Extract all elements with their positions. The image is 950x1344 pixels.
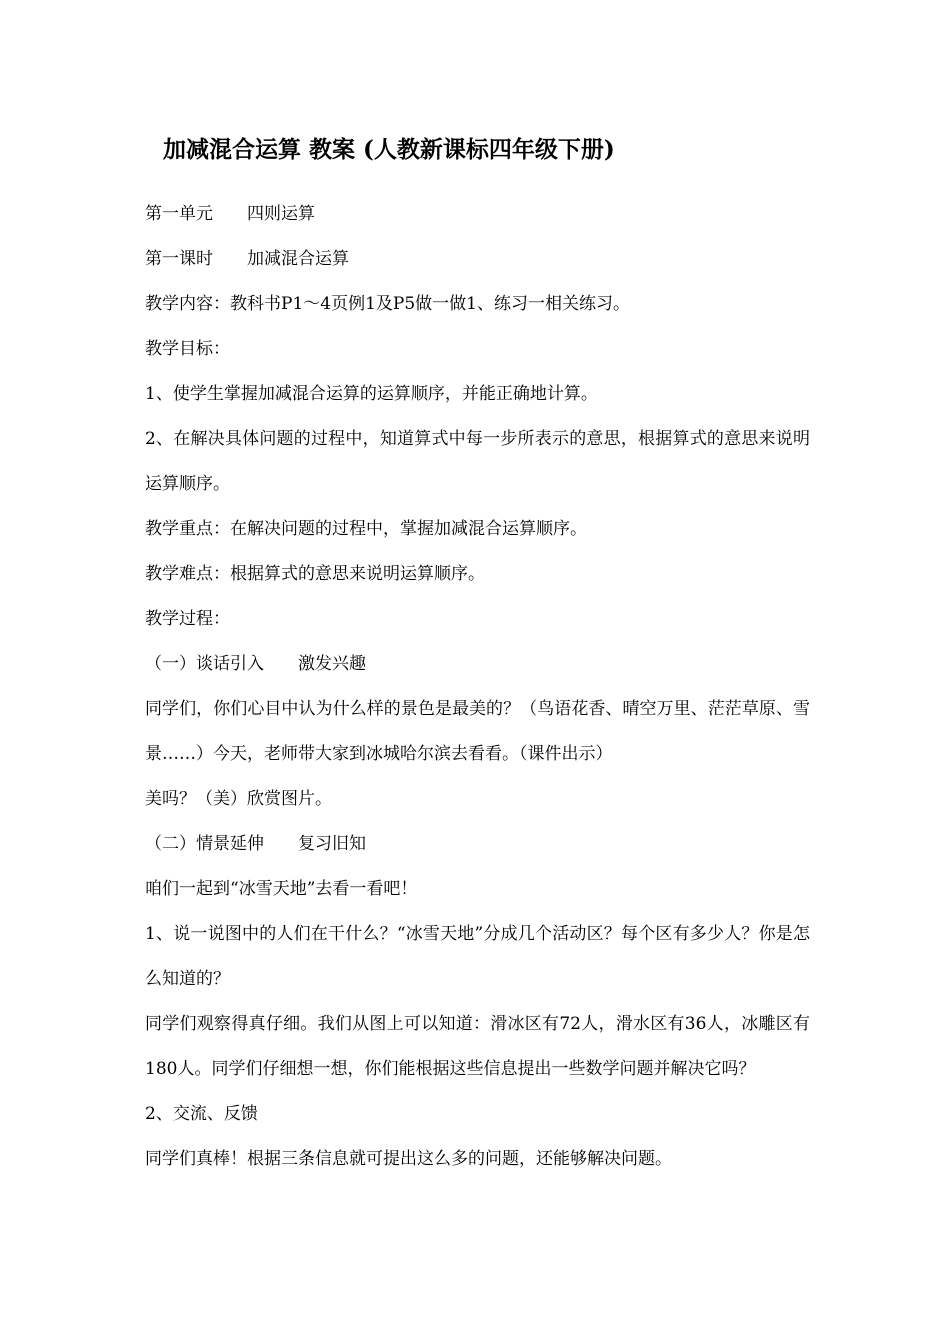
step-2-heading: 2、交流、反馈 — [145, 1104, 258, 1124]
praise-paragraph: 同学们真棒！根据三条信息就可提出这么多的问题，还能够解决问题。 — [145, 1149, 672, 1169]
document-body — [145, 192, 810, 1182]
goal-2: 2、在解决具体问题的过程中，知道算式中每一步所表示的意思，根据算式的意思来说明运算顺序。 — [145, 429, 810, 494]
ice-snow-paragraph: 咱们一起到“冰雪天地”去看一看吧！ — [145, 879, 418, 899]
teaching-focus: 教学重点：在解决问题的过程中，掌握加减混合运算顺序。 — [145, 519, 587, 539]
section-1-heading: （一）谈话引入 激发兴趣 — [145, 654, 366, 674]
appreciate-paragraph: 美吗？（美）欣赏图片。 — [145, 789, 332, 809]
question-1: 1、说一说图中的人们在干什么？“冰雪天地”分成几个活动区？每个区有多少人？你是怎么知道的？ — [145, 924, 810, 989]
observation-paragraph: 同学们观察得真仔细。我们从图上可以知道：滑冰区有72人，滑水区有36人，冰雕区有180人。同学们仔细想一想，你们能根据这些信息提出一些数学问题并解决它吗？ — [145, 1014, 810, 1079]
section-2-heading: （二）情景延伸 复习旧知 — [145, 834, 366, 854]
teaching-content: 教学内容：教科书P1～4页例1及P5做一做1、练习一相关练习。 — [145, 294, 630, 314]
teaching-difficulty: 教学难点：根据算式的意思来说明运算顺序。 — [145, 564, 485, 584]
unit-heading: 第一单元 四则运算 — [145, 204, 315, 224]
document-title: 加减混合运算 教案 (人教新课标四年级下册) — [163, 136, 615, 163]
teaching-goals-label: 教学目标： — [145, 339, 230, 359]
teaching-process-label: 教学过程： — [145, 609, 230, 629]
goal-1: 1、使学生掌握加减混合运算的运算顺序，并能正确地计算。 — [145, 384, 598, 404]
intro-paragraph: 同学们，你们心目中认为什么样的景色是最美的？（鸟语花香、晴空万里、茫茫草原、雪景……）今天，老师带大家到冰城哈尔滨去看看。（课件出示） — [145, 699, 810, 764]
lesson-heading: 第一课时 加减混合运算 — [145, 249, 349, 269]
